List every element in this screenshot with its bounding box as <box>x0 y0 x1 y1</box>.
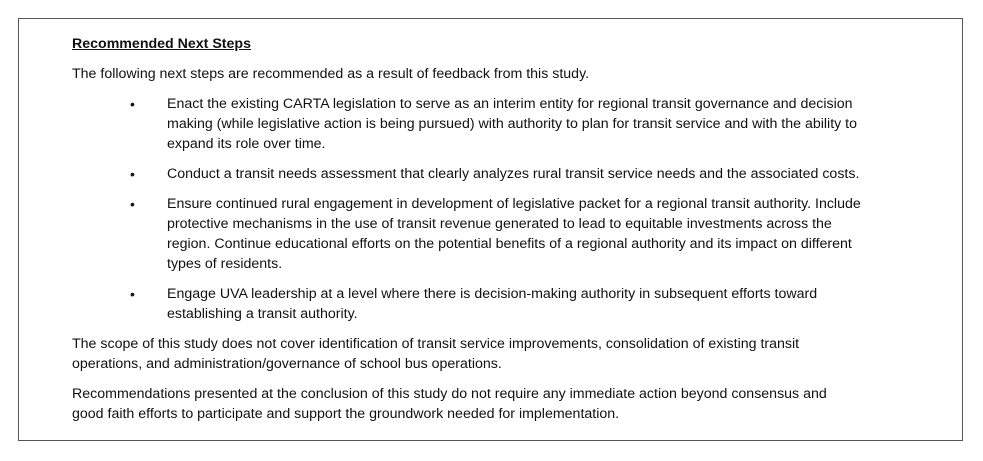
recommendations-line: Recommendations presented at the conclusion of this study do not require any immediate action beyond consensus and <box>72 386 827 402</box>
bullet-icon: • <box>130 196 135 212</box>
list-item-line: Enact the existing CARTA legislation to serve as an interim entity for regional transit governance and decision <box>167 96 853 112</box>
list-item-line: making (while legislative action is being pursued) with authority to plan for transit service and with the ability to <box>167 116 858 132</box>
list-item-line: types of residents. <box>167 256 283 272</box>
list-item-line: Engage UVA leadership at a level where there is decision-making authority in subsequent efforts toward <box>167 286 818 302</box>
list-item <box>72 194 932 274</box>
bullet-icon: • <box>130 286 135 302</box>
list-item-line: region. Continue educational efforts on the potential benefits of a regional authority and its impact on different <box>167 236 852 252</box>
intro-paragraph: The following next steps are recommended as a result of feedback from this study. <box>72 66 590 82</box>
recommendations-paragraph <box>72 384 932 424</box>
document-frame <box>18 18 963 441</box>
list-item-line: protective mechanisms in the use of transit revenue generated to lead to equitable investments across the <box>167 216 832 232</box>
list-item-line: Ensure continued rural engagement in development of legislative packet for a regional transit authority. Include <box>167 196 861 212</box>
scope-line: operations, and administration/governance of school bus operations. <box>72 356 502 372</box>
bullet-icon: • <box>130 96 135 112</box>
recommendations-line: good faith efforts to participate and support the groundwork needed for implementation. <box>72 406 620 422</box>
next-steps-list <box>72 94 932 324</box>
scope-line: The scope of this study does not cover identification of transit service improvements, consolidation of existing transit <box>72 336 800 352</box>
section-heading: Recommended Next Steps <box>72 36 251 52</box>
list-item <box>72 164 932 184</box>
list-item <box>72 284 932 324</box>
list-item-line: Conduct a transit needs assessment that clearly analyzes rural transit service needs and the associated costs. <box>167 166 860 182</box>
list-item <box>72 94 932 154</box>
bullet-icon: • <box>130 166 135 182</box>
document-content <box>72 34 932 424</box>
scope-paragraph <box>72 334 932 374</box>
list-item-line: establishing a transit authority. <box>167 306 358 322</box>
list-item-line: expand its role over time. <box>167 136 326 152</box>
